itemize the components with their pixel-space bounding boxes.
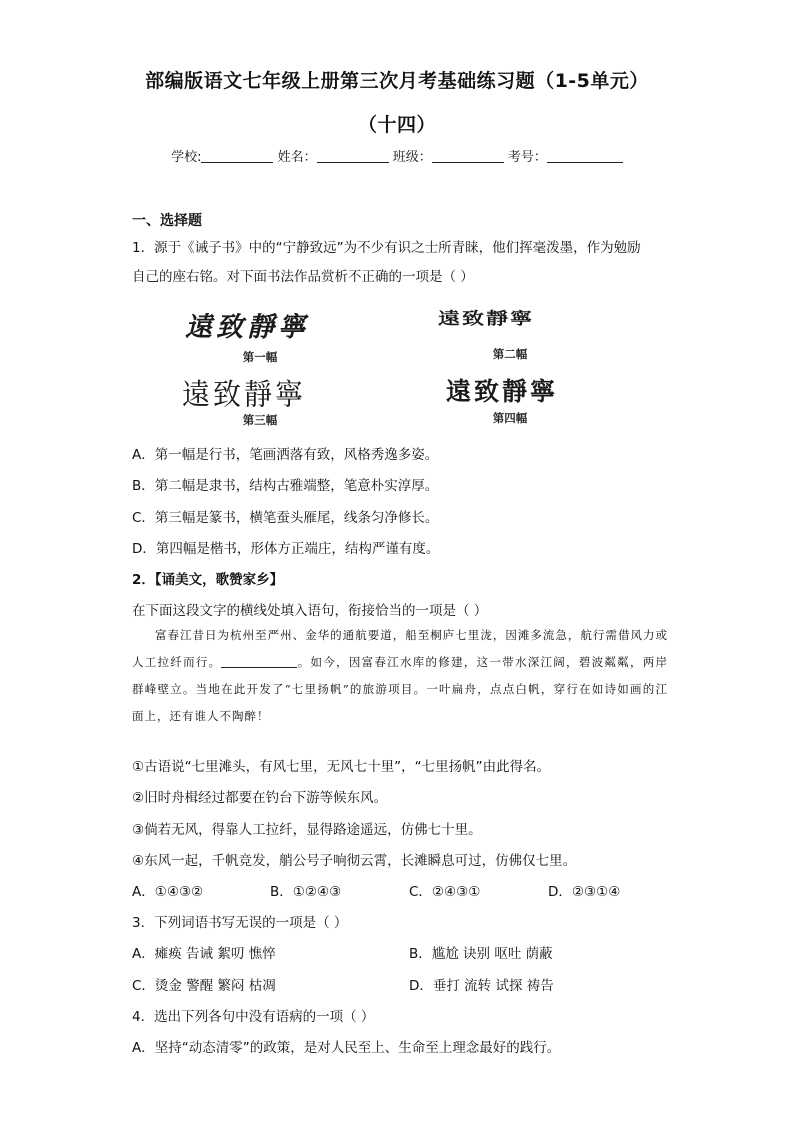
calligraphy-work-1: 遠致靜寧 xyxy=(185,312,309,343)
exam-subtitle: （十四） xyxy=(357,114,436,136)
calligraphy-caption-2: 第二幅 xyxy=(492,347,528,361)
calligraphy-caption-4: 第四幅 xyxy=(492,411,528,425)
q1-option-d[interactable]: D．第四幅是楷书，形体方正端庄，结构严谨有度。 xyxy=(132,541,440,557)
q2-fill-blank[interactable] xyxy=(221,655,297,668)
q1-option-c[interactable]: C．第三幅是篆书，横笔蚕头雁尾，线条匀净修长。 xyxy=(132,510,439,526)
q3-stem: 3．下列词语书写无误的一项是（ ） xyxy=(132,915,348,931)
q1-option-b[interactable]: B．第二幅是隶书，结构古雅端整，笔意朴实淳厚。 xyxy=(132,478,439,494)
name-blank[interactable] xyxy=(317,148,389,163)
calligraphy-caption-3: 第三幅 xyxy=(242,413,278,427)
number-label: 考号： xyxy=(507,150,547,165)
calligraphy-caption-1: 第一幅 xyxy=(242,350,278,364)
q2-option-c[interactable]: C．②④③① xyxy=(409,884,481,900)
number-blank[interactable] xyxy=(547,148,623,163)
q3-option-a[interactable]: A．瘫痪 告诫 絮叨 憔悴 xyxy=(132,946,276,962)
q2-sentence-3: ③倘若无风，得靠人工拉纤，显得路途遥远，仿佛七十里。 xyxy=(132,822,482,838)
q2-option-d[interactable]: D．②③①④ xyxy=(548,884,621,900)
q4-stem: 4．选出下列各句中没有语病的一项（ ） xyxy=(132,1009,375,1025)
student-info-row xyxy=(0,146,794,165)
q3-option-c[interactable]: C．烫金 警醒 繁闷 枯凋 xyxy=(132,978,276,994)
q2-stem: 在下面这段文字的横线处填入语句，衔接恰当的一项是（ ） xyxy=(132,603,488,619)
q2-passage-before: 富春江昔日为杭州至严州、金华的通航要道，船至桐庐七里泷，因滩多流急，航行需借风力或人工拉纤而行。 xyxy=(132,628,668,669)
q4-option-a[interactable]: A．坚持“动态清零”的政策，是对人民至上、生命至上理念最好的践行。 xyxy=(132,1040,561,1056)
q1-option-a[interactable]: A．第一幅是行书，笔画洒落有致，风格秀逸多姿。 xyxy=(132,447,439,463)
q1-stem-line2: 自己的座右铭。对下面书法作品赏析不正确的一项是（ ） xyxy=(132,269,474,285)
class-blank[interactable] xyxy=(432,148,504,163)
q2-option-a[interactable]: A．①④③② xyxy=(132,884,204,900)
q2-title: 2．【诵美文，歌赞家乡】 xyxy=(132,572,284,588)
q2-sentence-2: ②旧时舟楫经过都要在钓台下游等候东风。 xyxy=(132,790,388,806)
name-label: 姓名： xyxy=(277,150,317,165)
school-label: 学校: xyxy=(171,150,202,165)
calligraphy-work-4: 遠致靜寧 xyxy=(446,377,559,406)
exam-title: 部编版语文七年级上册第三次月考基础练习题（1-5单元） xyxy=(145,70,649,92)
section-heading: 一、选择题 xyxy=(132,213,202,229)
q1-stem-line1: 1．源于《诫子书》中的“宁静致远”为不少有识之士所青睐，他们挥毫泼墨，作为勉励 xyxy=(132,240,641,256)
class-label: 班级： xyxy=(392,150,432,165)
q2-option-b[interactable]: B．①②④③ xyxy=(270,884,342,900)
q2-passage-after: 。如今，因富春江水库的修建，这一带水深江阔，碧波粼粼，两岸群峰壁立。当地在此开发了“七里扬帆”的旅游项目。一叶扁舟，点点白帆，穿行在如诗如画的江面上，还有谁人不陶醉！ xyxy=(132,655,669,723)
q3-option-b[interactable]: B．尴尬 诀别 呕吐 荫蔽 xyxy=(409,946,553,962)
q2-sentence-4: ④东风一起，千帆竞发，艄公号子响彻云霄，长滩瞬息可过，仿佛仅七里。 xyxy=(132,853,577,869)
calligraphy-work-2: 遠致靜寧 xyxy=(438,309,535,329)
calligraphy-work-3: 遠致靜寧 xyxy=(182,377,307,412)
q3-option-d[interactable]: D．垂打 流转 试探 祷告 xyxy=(409,978,554,994)
q2-passage xyxy=(132,622,668,730)
q2-sentence-1: ①古语说“七里滩头，有风七里，无风七十里”，“七里扬帆”由此得名。 xyxy=(132,759,551,775)
school-blank[interactable] xyxy=(201,148,273,163)
